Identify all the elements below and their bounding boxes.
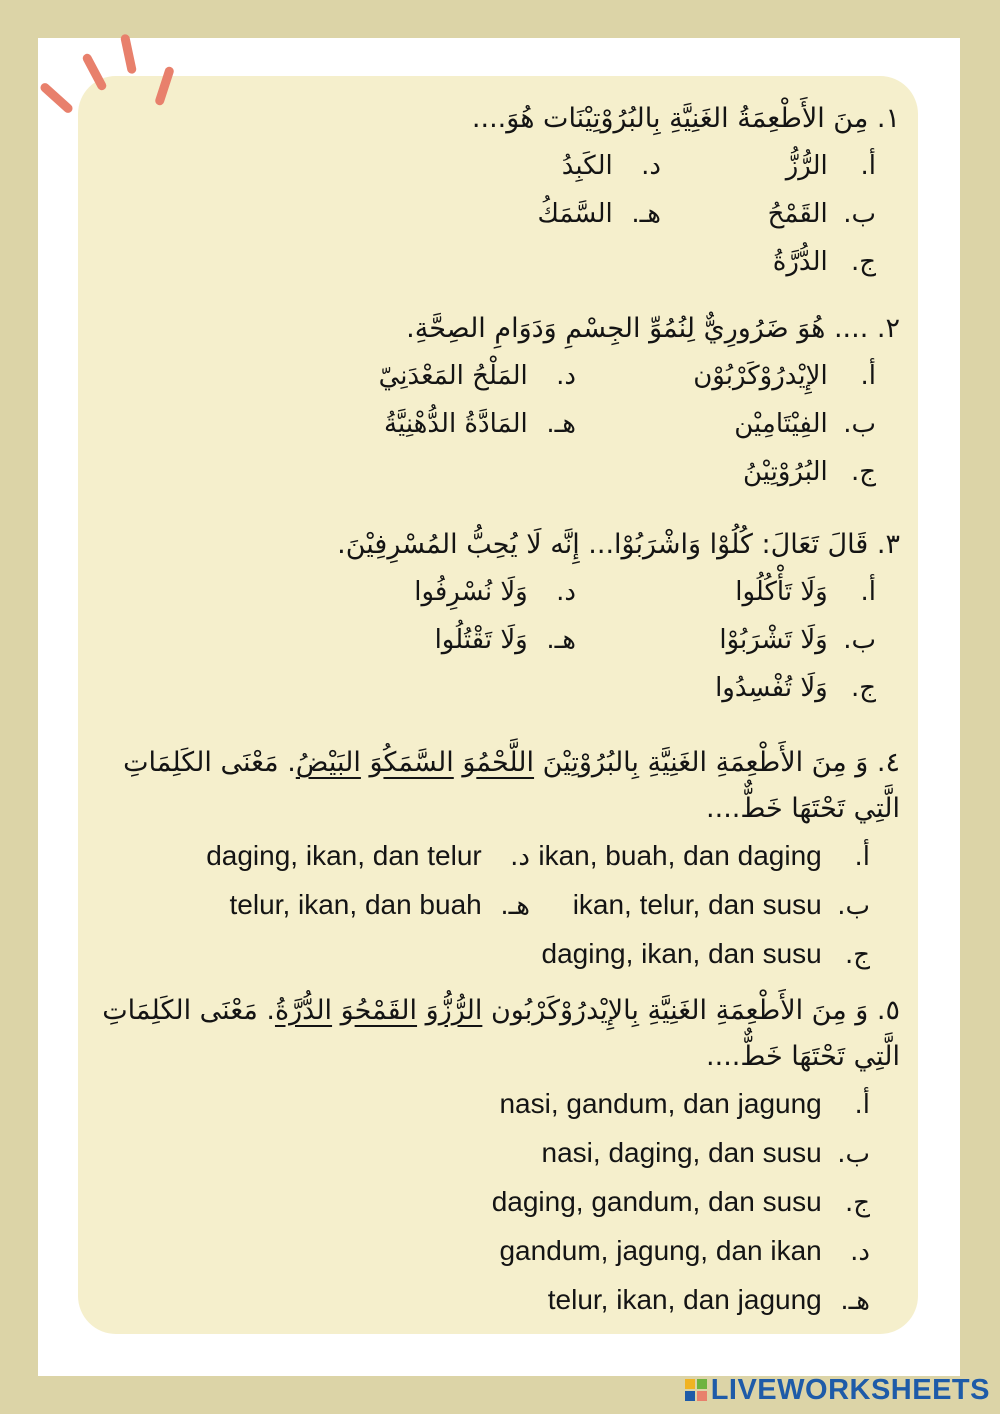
option-c[interactable]: ج. وَلَا تُفْسِدُوا [715,673,876,703]
question-2-stem: ٢. .... هُوَ ضَرُورِيٌّ لِنُمُوِّ الجِسْمِ وَدَوَامِ الصِحَّةِ. [406,313,900,344]
liveworksheets-logo[interactable] [690,1370,990,1410]
brand-icon [685,1379,707,1401]
question-1 [100,96,900,286]
option-e[interactable]: هـ. المَادَّةُ الدُّهْنِيَّةُ [384,409,576,439]
option-a[interactable]: أ. الرُّزُّ [785,151,876,181]
option-a[interactable]: أ. nasi, gandum, dan jagung [499,1088,870,1120]
option-b[interactable]: ب. وَلَا تَشْرَبُوْا [719,625,876,655]
question-4-stem: ٤. وَ مِنَ الأَطْعِمَةِ الغَنِيَّةِ بِالبُرُوْتِيْنَ اللَّحْمُوَ السَّمَكُوَ البَيْضُ. مَعْنَى الكَلِمَاتِ الَّتِي تَحْتَهَا خَطٌّ.... [123,747,900,824]
option-e[interactable]: هـ. وَلَا تَقْتُلُوا [434,625,576,655]
option-a[interactable]: أ. الإِيْدرُوْكَرْبُوْن [693,361,876,391]
option-a[interactable]: أ. ikan, buah, dan daging [538,840,870,872]
option-b[interactable]: ب. القَمْحُ [767,199,876,229]
option-c[interactable]: ج. البُرُوْتِيْنُ [742,457,876,487]
question-1-stem: ١. مِنَ الأَطْعِمَةُ الغَنِيَّةِ بِالبُرُوْتِيْنَات هُوَ.... [471,103,900,134]
option-d[interactable]: د. المَلْحُ المَعْدَنِيّ [378,361,576,391]
underlined-word: الدُّرَّةُ [274,995,333,1026]
underlined-word: اللَّحْمُ [476,747,535,778]
option-e[interactable]: هـ. telur, ikan, dan jagung [547,1284,870,1316]
option-e[interactable]: هـ. telur, ikan, dan buah [229,889,530,921]
question-4 [100,740,900,979]
option-b[interactable]: ب. nasi, daging, dan susu [541,1137,870,1169]
option-d[interactable]: د. daging, ikan, dan telur [206,840,530,872]
question-5-stem: ٥. وَ مِنَ الأَطْعِمَةِ الغَنِيَّةِ بِالإِيْدرُوْكَرْبُون الرُّزُّوَ القَمْحُوَ الدُّرَّةُ. مَعْنَى الكَلِمَاتِ الَّتِي تَحْتَهَا خَطٌّ.... [102,995,900,1072]
option-a[interactable]: أ. وَلَا تَأْكُلُوا [735,577,876,607]
underlined-word: الرُّزُّ [438,995,483,1026]
option-b[interactable]: ب. ikan, telur, dan susu [572,889,870,921]
option-d[interactable]: د. وَلَا نُسْرِفُوا [414,577,576,607]
question-3 [100,522,900,712]
question-5 [100,988,900,1325]
option-d[interactable]: د. gandum, jagung, dan ikan [499,1235,870,1267]
option-c[interactable]: ج. daging, ikan, dan susu [541,938,870,970]
option-c[interactable]: ج. daging, gandum, dan susu [491,1186,870,1218]
option-e[interactable]: هـ. السَّمَكُ [537,199,661,229]
question-2 [100,306,900,496]
underlined-word: البَيْضُ [295,747,361,778]
question-3-stem: ٣. قَالَ تَعَالَ: كُلُوْا وَاشْرَبُوْا... إِنَّه لَا يُحِبُّ المُسْرِفِيْنَ. [337,529,900,560]
underlined-word: القَمْحُ [354,995,418,1026]
brand-name: LIVEWORKSHEETS [710,1373,990,1406]
underlined-word: السَّمَكُ [383,747,454,778]
option-d[interactable]: د. الكَبِدُ [561,151,661,181]
option-c[interactable]: ج. الدُّرَّةُ [772,247,876,277]
option-b[interactable]: ب. الفِيْتَامِيْن [734,409,876,439]
